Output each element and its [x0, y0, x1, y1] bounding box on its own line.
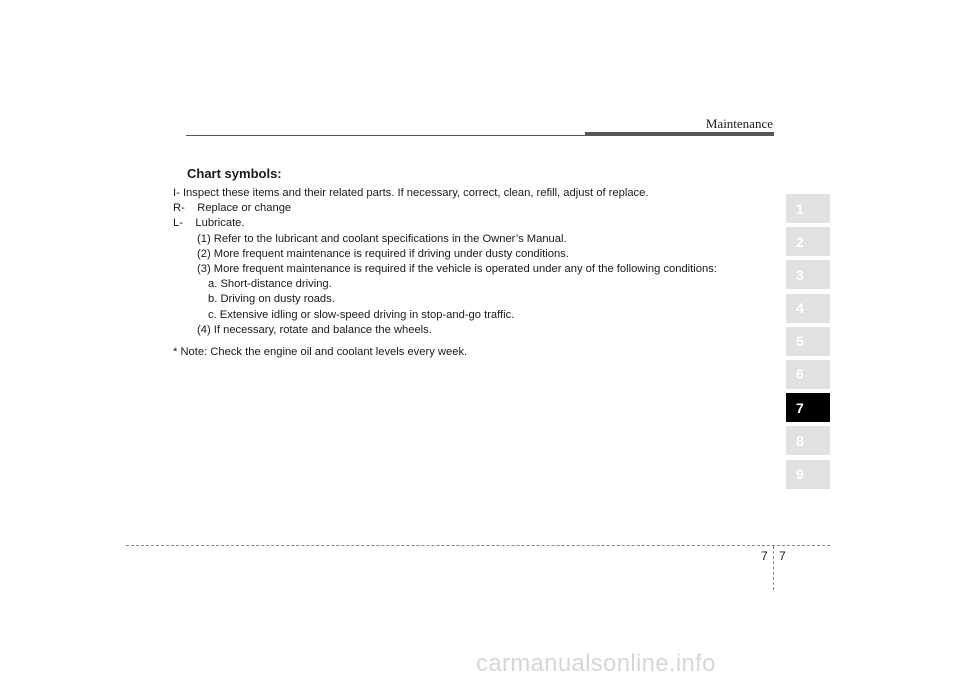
chapter-tab-3[interactable]: 3	[786, 260, 830, 289]
note-1: (1) Refer to the lubricant and coolant specifications in the Owner’s Manual.	[197, 232, 567, 245]
chart-symbols-heading: Chart symbols:	[187, 166, 282, 181]
symbol-line-lubricate: L- Lubricate.	[173, 217, 245, 230]
condition-b: b. Driving on dusty roads.	[208, 293, 335, 306]
note-4: (4) If necessary, rotate and balance the wheels.	[197, 323, 432, 336]
note-2: (2) More frequent maintenance is required if driving under dusty conditions.	[197, 247, 569, 260]
chapter-tab-6[interactable]: 6	[786, 360, 830, 389]
footer-rule	[126, 545, 830, 546]
chapter-tab-9[interactable]: 9	[786, 460, 830, 489]
watermark: carmanualsonline.info	[476, 650, 716, 677]
chapter-tabs	[786, 194, 830, 493]
chapter-tab-5[interactable]: 5	[786, 327, 830, 356]
condition-c: c. Extensive idling or slow-speed driving in stop-and-go traffic.	[208, 308, 515, 321]
chapter-tab-1[interactable]: 1	[786, 194, 830, 223]
footnote: * Note: Check the engine oil and coolant levels every week.	[173, 346, 468, 359]
page-number: 7	[779, 549, 786, 563]
note-3: (3) More frequent maintenance is required if the vehicle is operated under any of the following conditions:	[197, 263, 717, 276]
chapter-tab-2[interactable]: 2	[786, 227, 830, 256]
page-chapter-number: 7	[761, 549, 768, 563]
header-rule-thin	[186, 135, 616, 136]
symbol-line-inspect: I- Inspect these items and their related parts. If necessary, correct, clean, refill, adjust of replace.	[173, 187, 649, 199]
footer-vertical-rule	[773, 546, 774, 590]
header-title: Maintenance	[705, 116, 773, 131]
header-rule-thick	[585, 132, 774, 136]
chapter-tab-8[interactable]: 8	[786, 426, 830, 455]
condition-a: a. Short-distance driving.	[208, 278, 332, 291]
chapter-tab-7[interactable]: 7	[786, 393, 830, 422]
symbol-line-replace: R- Replace or change	[173, 202, 292, 215]
content-block	[173, 166, 763, 360]
chapter-tab-4[interactable]: 4	[786, 294, 830, 323]
